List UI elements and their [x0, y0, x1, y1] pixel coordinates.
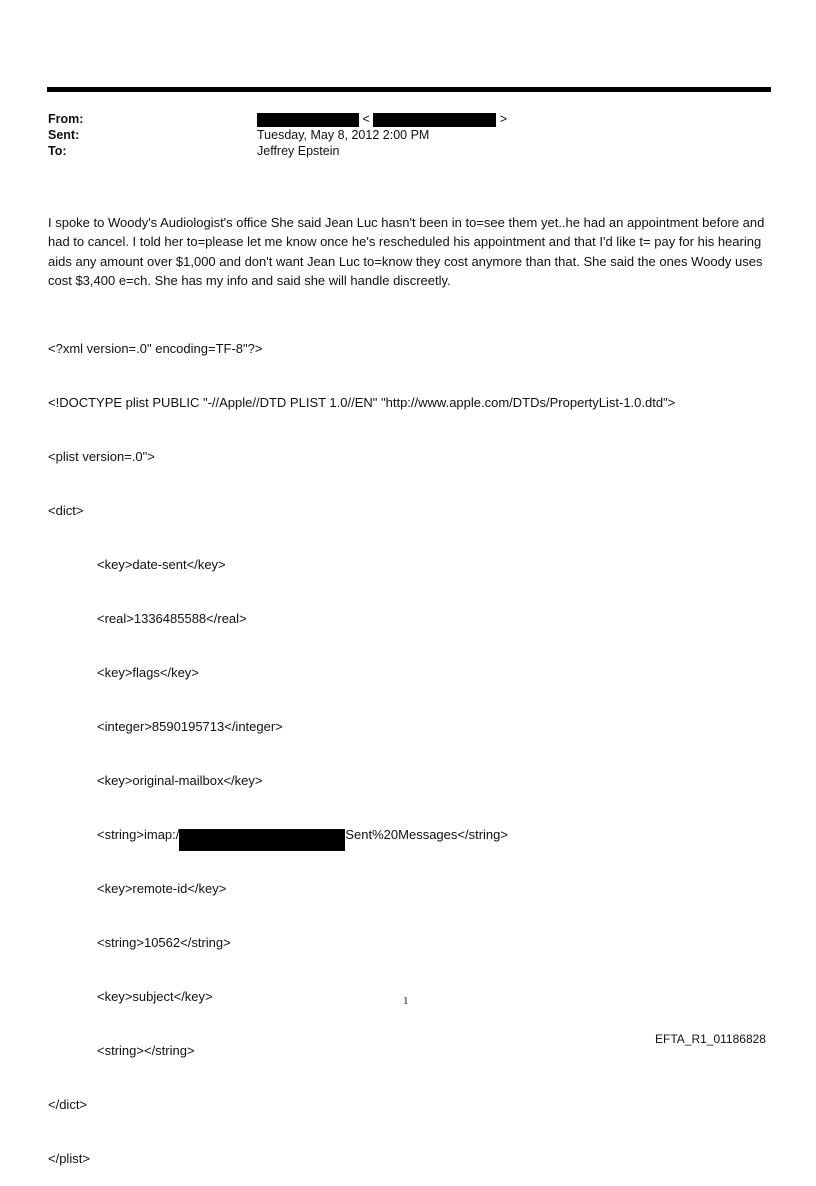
sent-label: Sent: [48, 128, 80, 142]
from-value [257, 111, 507, 127]
to-label: To: [48, 144, 67, 158]
xml-imap-suffix: Sent%20Messages</string> [345, 827, 508, 842]
xml-line: <!DOCTYPE plist PUBLIC "-//Apple//DTD PLIST 1.0//EN" "http://www.apple.com/DTDs/PropertyList-1.0.dtd"> [48, 395, 676, 410]
xml-line: <dict> [48, 503, 84, 518]
to-value: Jeffrey Epstein [257, 144, 340, 158]
xml-line: <string></string> [97, 1043, 195, 1058]
email-body: I spoke to Woody's Audiologist's office She said Jean Luc hasn't been in to=see them yet..he had an appointment before and had to cancel. I told her to=please let me know once he's rescheduled his appointment and that I'd like t= pay for his hearing aids any amount over $1,000 and don't want Jean Luc to=know they cost anymore than that. She said the ones Woody uses cost $3,400 e=ch. She has my info and said she will handle discreetly. [48, 215, 765, 288]
xml-line: <key>original-mailbox</key> [97, 773, 263, 788]
xml-line: <string>10562</string> [97, 935, 231, 950]
plist-xml [48, 304, 675, 1186]
xml-line: </dict> [48, 1097, 88, 1112]
header-rule [47, 87, 771, 92]
xml-line: <key>subject</key> [97, 989, 213, 1004]
redaction-sender-email [373, 113, 496, 127]
xml-line [48, 826, 675, 844]
xml-line: <key>date-sent</key> [97, 557, 226, 572]
xml-line: <key>flags</key> [97, 665, 199, 680]
redaction-sender-name [257, 113, 359, 127]
xml-line: <key>remote-id</key> [97, 881, 227, 896]
xml-line: </plist> [48, 1151, 90, 1166]
document-id: EFTA_R1_01186828 [655, 1032, 766, 1046]
redaction-mailbox-path [179, 829, 345, 851]
from-gt: > [499, 112, 508, 126]
xml-line: <integer>8590195713</integer> [97, 719, 283, 734]
from-label: From: [48, 112, 84, 126]
sent-value: Tuesday, May 8, 2012 2:00 PM [257, 128, 430, 142]
xml-line: <plist version=.0"> [48, 449, 155, 464]
xml-line: <?xml version=.0" encoding=TF-8"?> [48, 341, 263, 356]
xml-line: <real>1336485588</real> [97, 611, 247, 626]
from-lt: < [362, 112, 370, 126]
page-number: 1 [403, 995, 409, 1007]
xml-imap-prefix: <string>imap:/ [97, 827, 180, 842]
